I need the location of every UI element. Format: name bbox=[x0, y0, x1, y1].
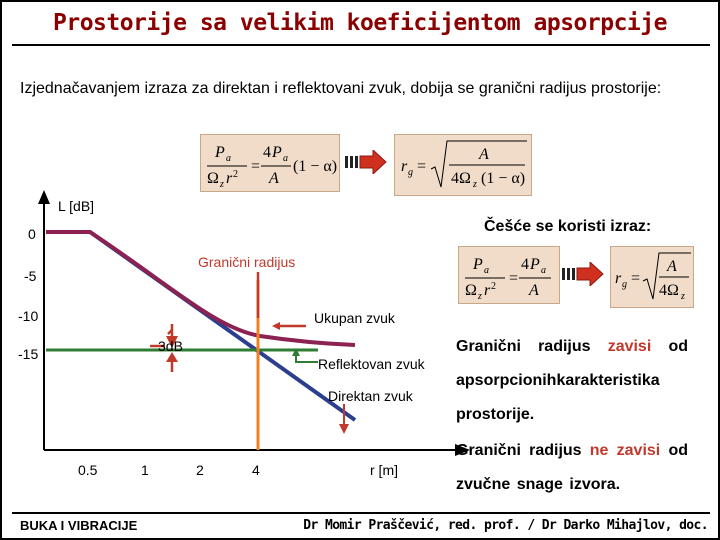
svg-text:g: g bbox=[622, 279, 627, 290]
authors: Dr Momir Praščević, red. prof. / Dr Darko Mihajlov, doc. bbox=[303, 518, 708, 533]
svg-text:4: 4 bbox=[263, 144, 271, 161]
x-tick-label: 2 bbox=[196, 462, 204, 478]
svg-text:A: A bbox=[667, 258, 677, 275]
svg-text:4: 4 bbox=[521, 256, 529, 273]
total-sound-curve bbox=[46, 232, 355, 345]
svg-text:=: = bbox=[417, 158, 427, 175]
svg-text:P: P bbox=[272, 144, 282, 161]
svg-text:z: z bbox=[220, 179, 224, 190]
svg-text:a: a bbox=[484, 265, 489, 276]
svg-text:Ω: Ω bbox=[465, 282, 477, 299]
y-tick-label: -15 bbox=[18, 346, 39, 362]
svg-text:r: r bbox=[484, 282, 491, 299]
svg-text:g: g bbox=[408, 167, 413, 178]
x-tick-label: 0.5 bbox=[78, 462, 98, 478]
svg-text:a: a bbox=[283, 153, 288, 164]
reflected-sound-annotation: Reflektovan zvuk bbox=[318, 356, 425, 372]
svg-text:2: 2 bbox=[491, 281, 496, 292]
direct-sound-annotation: Direktan zvuk bbox=[328, 388, 413, 404]
svg-text:(1 − α): (1 − α) bbox=[481, 170, 526, 187]
y-axis-arrow-icon bbox=[38, 190, 50, 204]
svg-text:r: r bbox=[401, 158, 408, 175]
critical-radius-annotation: Granični radijus bbox=[198, 254, 296, 270]
svg-text:z: z bbox=[681, 291, 685, 302]
footer-divider bbox=[12, 512, 710, 514]
svg-text:A: A bbox=[529, 282, 539, 299]
three-db-annotation: 3dB bbox=[158, 338, 183, 354]
y-tick-label: 0 bbox=[28, 226, 36, 242]
svg-text:a: a bbox=[226, 153, 231, 164]
svg-text:A: A bbox=[479, 146, 489, 163]
y-tick-label: -5 bbox=[24, 268, 37, 284]
svg-text:A: A bbox=[269, 170, 279, 187]
intro-text: Izjednačavanjem izraza za direktan i reflektovani zvuk, dobija se granični radijus prostorije: bbox=[20, 80, 662, 97]
svg-text:r: r bbox=[226, 170, 233, 187]
svg-text:=: = bbox=[509, 270, 519, 287]
svg-text:Ω: Ω bbox=[207, 170, 219, 187]
svg-text:4Ω: 4Ω bbox=[659, 282, 679, 299]
course-name: BUKA I VIBRACIJE bbox=[20, 518, 138, 533]
svg-text:z: z bbox=[473, 179, 477, 190]
svg-text:a: a bbox=[541, 265, 546, 276]
svg-text:(1 − α): (1 − α) bbox=[293, 158, 338, 175]
svg-text:P: P bbox=[530, 256, 540, 273]
x-axis-label: r [m] bbox=[370, 462, 398, 478]
y-tick-label: -10 bbox=[18, 308, 39, 324]
svg-text:r: r bbox=[615, 270, 622, 287]
svg-text:=: = bbox=[631, 270, 641, 287]
svg-text:P: P bbox=[473, 256, 483, 273]
independence-note: Granični radijus ne zavisi od zvučne snage izvora. bbox=[456, 442, 688, 493]
reflected-sound-arrow-icon bbox=[296, 352, 318, 362]
x-tick-label: 1 bbox=[141, 462, 149, 478]
total-sound-annotation: Ukupan zvuk bbox=[314, 310, 395, 326]
svg-text:2: 2 bbox=[233, 169, 238, 180]
dependency-note: Granični radijus zavisi od apsorpcionihkarakteristika prostorije. bbox=[456, 338, 688, 423]
slide-title: Prostorije sa velikim koeficijentom apsorpcije bbox=[53, 10, 667, 36]
y-axis-label: L [dB] bbox=[58, 198, 95, 214]
x-tick-label: 4 bbox=[252, 462, 260, 478]
svg-text:=: = bbox=[251, 158, 261, 175]
svg-text:z: z bbox=[478, 291, 482, 302]
svg-text:4Ω: 4Ω bbox=[451, 170, 471, 187]
svg-text:P: P bbox=[215, 144, 225, 161]
alt-expression-label: Češće se koristi izraz: bbox=[484, 218, 652, 235]
